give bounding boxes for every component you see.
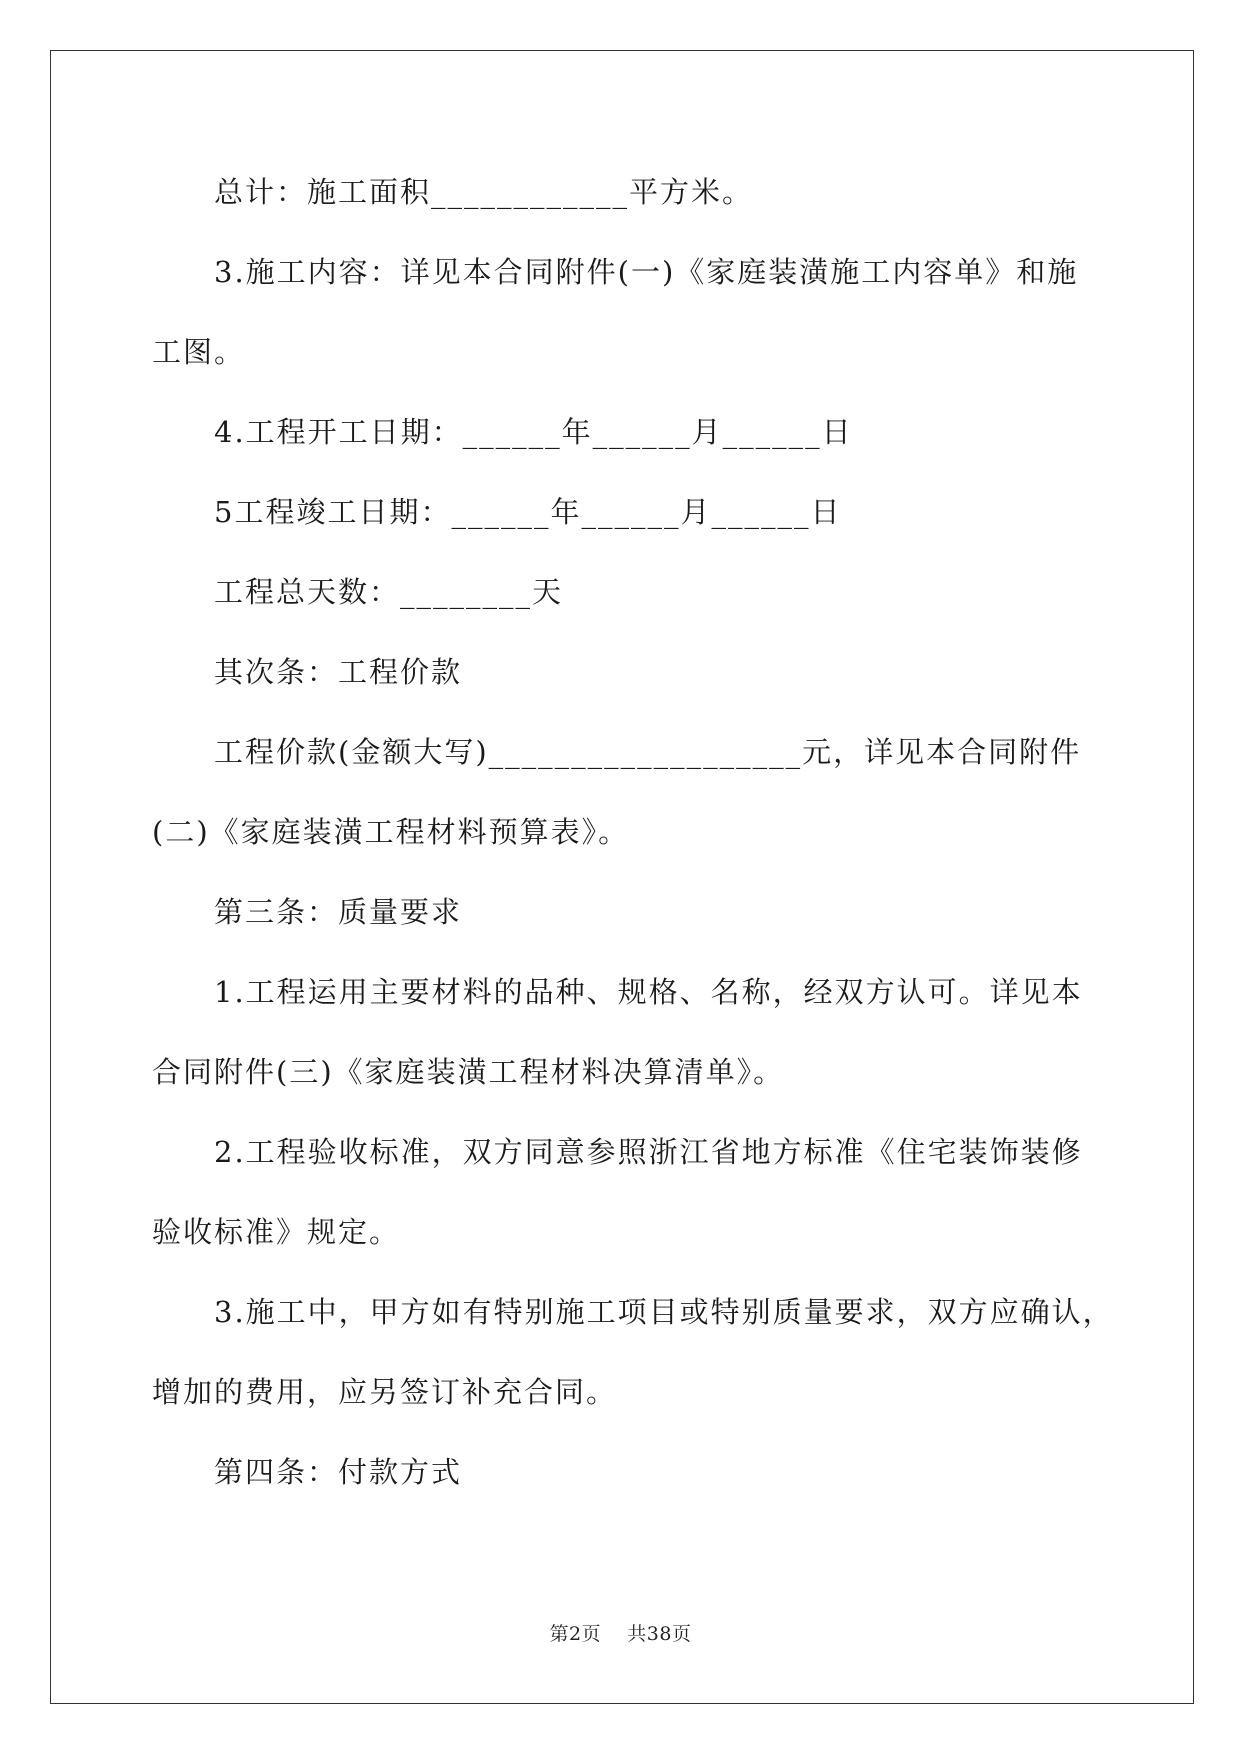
article-four-heading: 第四条：付款方式 (214, 1455, 463, 1489)
total-days-line: 工程总天数：________天 (214, 575, 564, 609)
total-area-line: 总计：施工面积____________平方米。 (214, 175, 754, 209)
materials-clause-line-2: 合同附件(三)《家庭装潢工程材料决算清单》。 (152, 1055, 785, 1089)
page-number-footer: 第2页 共38页 (549, 1623, 692, 1645)
materials-clause-line-1: 1.工程运用主要材料的品种、规格、名称，经双方认可。详见本 (214, 975, 1083, 1009)
article-three-heading: 第三条：质量要求 (214, 895, 463, 929)
acceptance-standard-line-2: 验收标准》规定。 (152, 1215, 401, 1249)
special-requirements-line-2: 增加的费用，应另签订补充合同。 (152, 1375, 618, 1409)
contract-price-line-1: 工程价款(金额大写)___________________元，详见本合同附件 (214, 735, 1082, 769)
construction-content-line-1: 3.施工内容：详见本合同附件(一)《家庭装潢施工内容单》和施 (214, 255, 1079, 289)
start-date-line: 4.工程开工日期：______年______月______日 (214, 415, 853, 449)
construction-content-line-2: 工图。 (152, 335, 246, 369)
acceptance-standard-line-1: 2.工程验收标准，双方同意参照浙江省地方标准《住宅装饰装修 (214, 1135, 1083, 1169)
article-two-heading: 其次条：工程价款 (214, 655, 463, 689)
completion-date-line: 5工程竣工日期：______年______月______日 (214, 495, 842, 529)
contract-price-line-2: (二)《家庭装潢工程材料预算表》。 (152, 815, 630, 849)
special-requirements-line-1: 3.施工中，甲方如有特别施工项目或特别质量要求，双方应确认， (214, 1295, 1114, 1329)
